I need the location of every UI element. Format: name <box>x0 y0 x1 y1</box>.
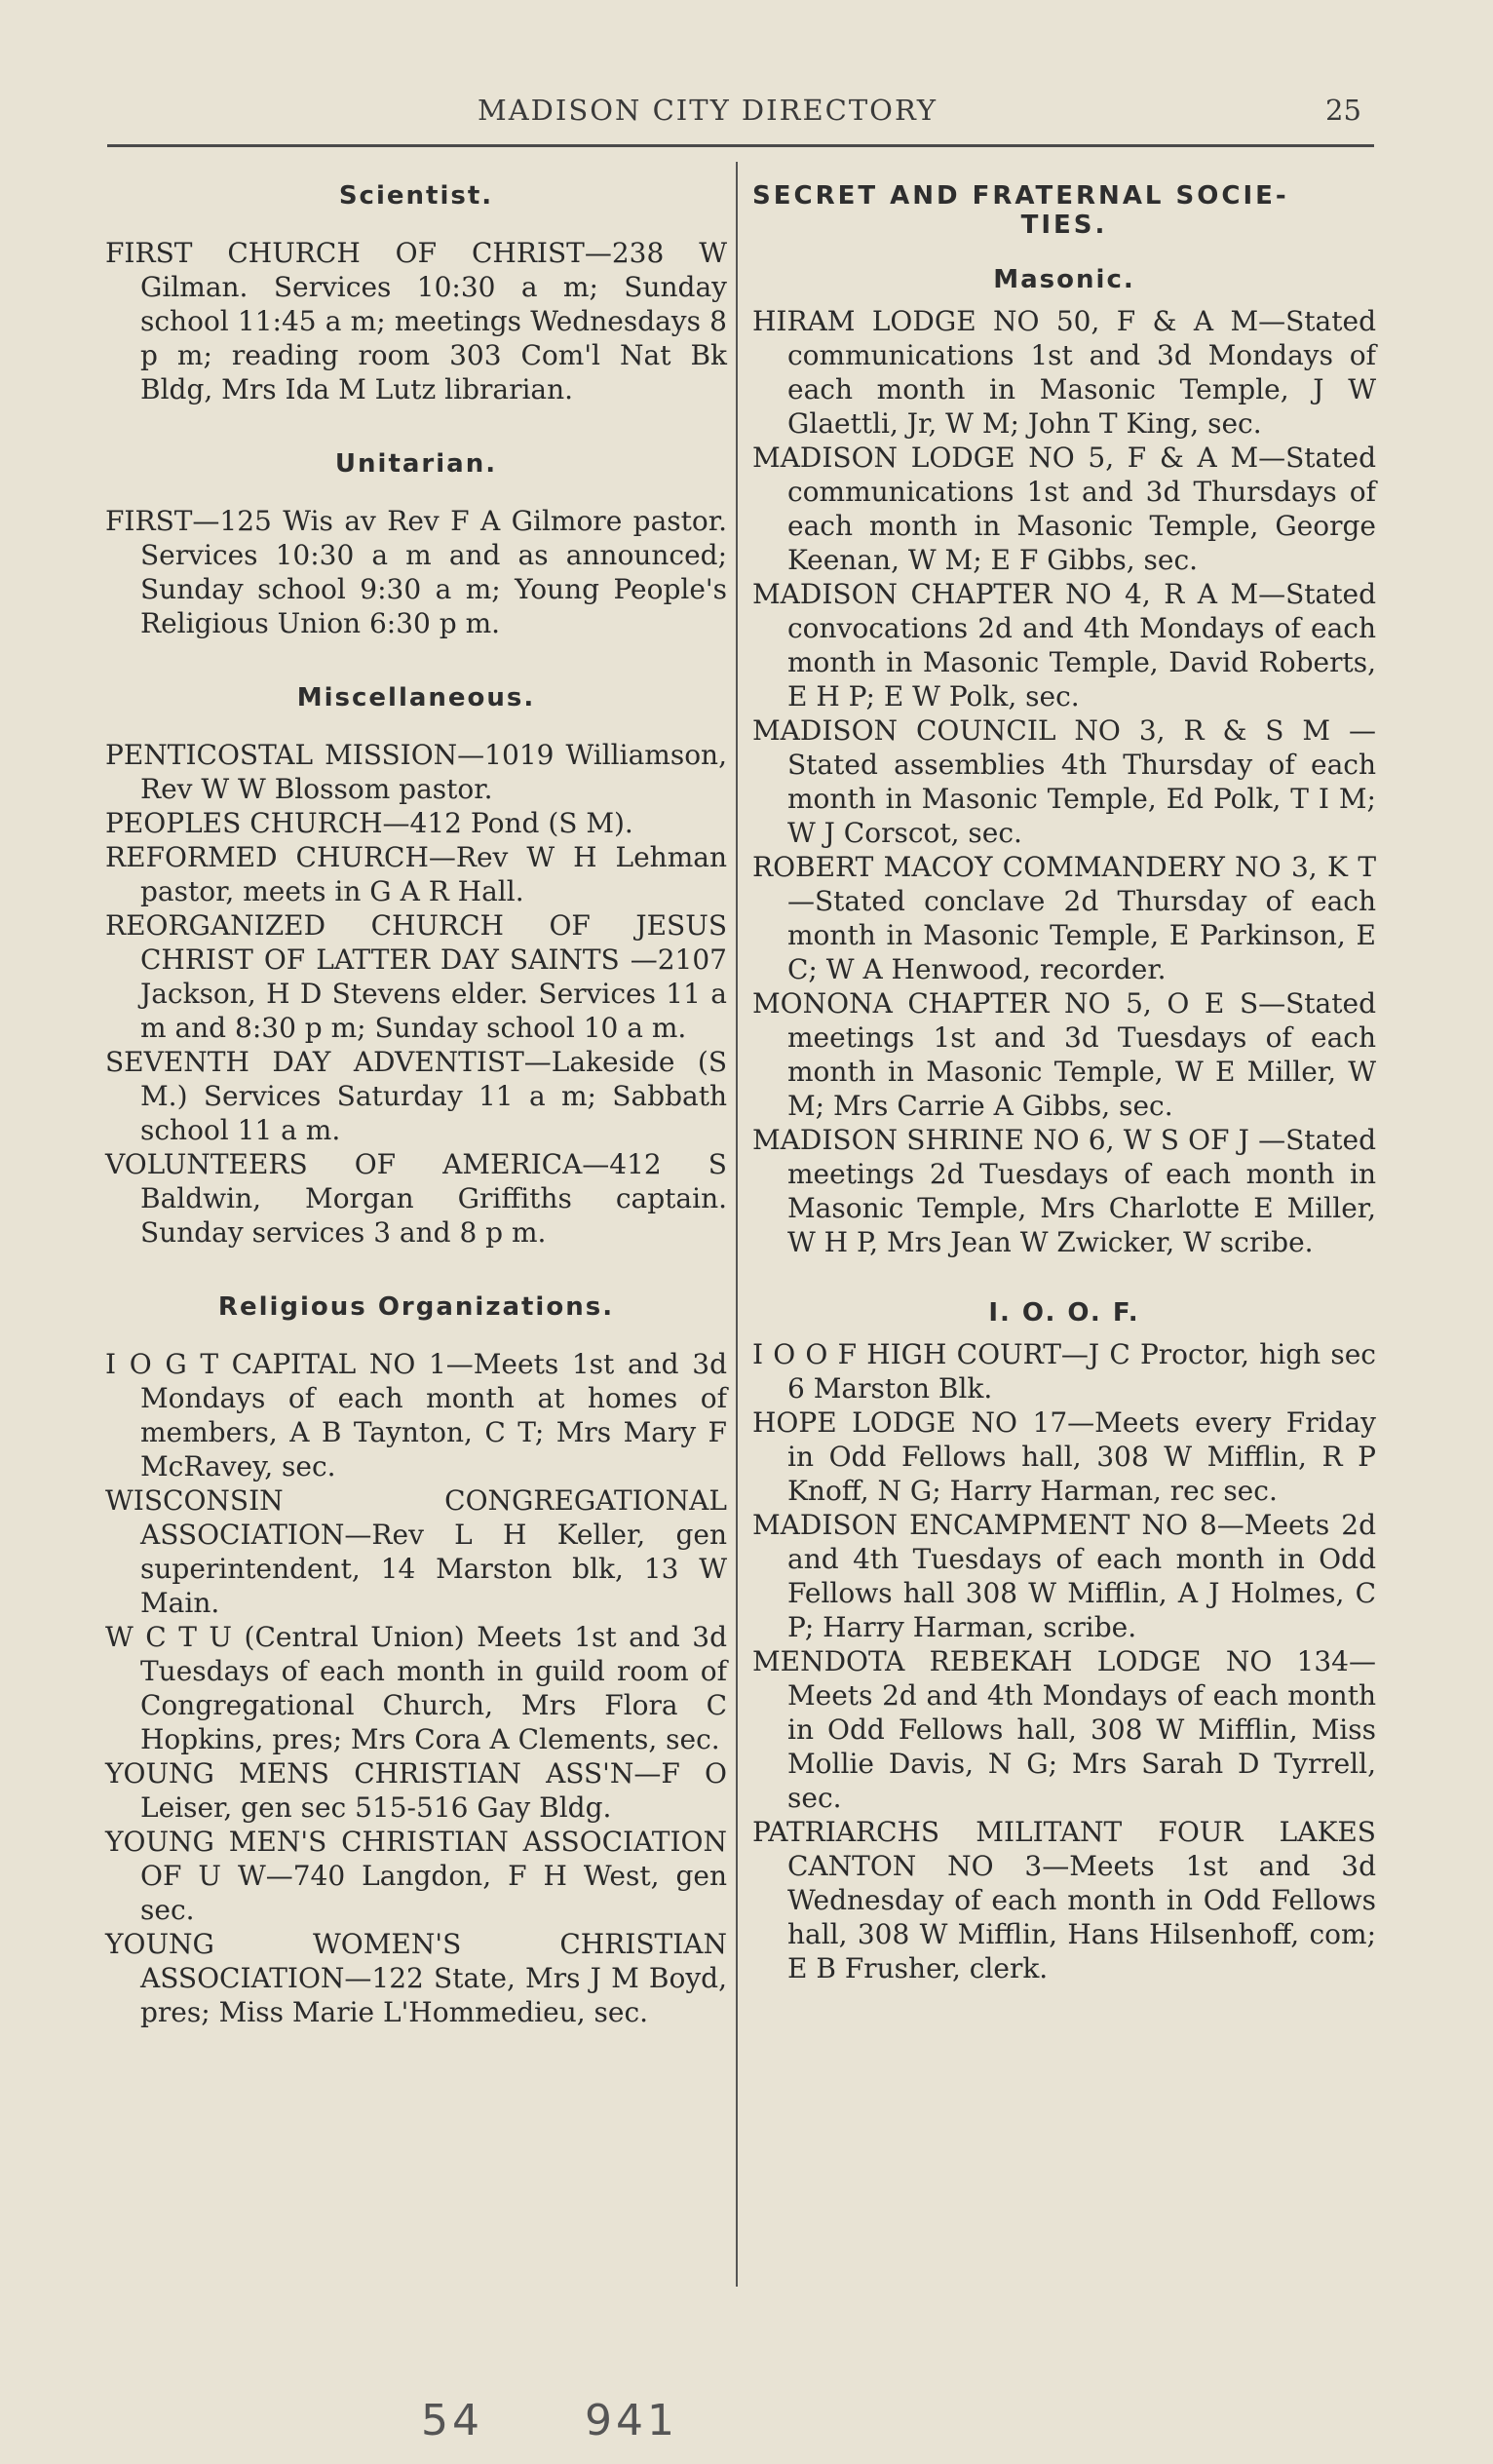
section-heading-unitarian: Unitarian. <box>334 449 498 479</box>
folio-right: 941 <box>585 2396 678 2445</box>
directory-entry: MADISON ENCAMPMENT NO 8—Meets 2d and 4th Tuesdays of each month in Odd Fellows hall 308 W Mifflin, A J Holmes, C P; Harry Harman, scribe. <box>752 1509 1376 1643</box>
running-head <box>0 94 1493 133</box>
directory-entry: YOUNG MEN'S CHRISTIAN ASSOCIATION OF U W—740 Langdon, F H West, gen sec. <box>105 1826 727 1926</box>
directory-entry: MADISON SHRINE NO 6, W S OF J —Stated meetings 2d Tuesdays of each month in Masonic Temple, Mrs Charlotte E Miller, W H P, Mrs Jean W Zwicker, W scribe. <box>752 1124 1376 1258</box>
directory-entry: I O O F HIGH COURT—J C Proctor, high sec 6 Marston Blk. <box>752 1338 1376 1405</box>
heading-line-2: TIES. <box>1020 211 1108 240</box>
directory-entry: MADISON CHAPTER NO 4, R A M—Stated convocations 2d and 4th Mondays of each month in Masonic Temple, David Roberts, E H P; E W Polk, sec. <box>752 578 1376 712</box>
directory-entry: MENDOTA REBEKAH LODGE NO 134—Meets 2d and 4th Mondays of each month in Odd Fellows hall, 308 W Mifflin, Miss Mollie Davis, N G; Mrs Sarah D Tyrrell, sec. <box>752 1645 1376 1814</box>
directory-entry: VOLUNTEERS OF AMERICA—412 S Baldwin, Morgan Griffiths captain. Sunday services 3 and 8 p m. <box>105 1148 727 1249</box>
section-heading-religious-organizations: Religious Organizations. <box>217 1292 615 1322</box>
directory-entry: HOPE LODGE NO 17—Meets every Friday in Odd Fellows hall, 308 W Mifflin, R P Knoff, N G; Harry Harman, rec sec. <box>752 1406 1376 1507</box>
running-title: MADISON CITY DIRECTORY <box>478 94 938 127</box>
directory-entry: ROBERT MACOY COMMANDERY NO 3, K T—Stated conclave 2d Thursday of each month in Masonic Temple, E Parkinson, E C; W A Henwood, recorder. <box>752 851 1376 985</box>
directory-entry: FIRST CHURCH OF CHRIST—238 W Gilman. Services 10:30 a m; Sunday school 11:45 a m; meetings Wednesdays 8 p m; reading room 303 Com'l Nat Bk Bldg, Mrs Ida M Lutz librarian. <box>105 237 727 405</box>
directory-entry: PATRIARCHS MILITANT FOUR LAKES CANTON NO 3—Meets 1st and 3d Wednesday of each month in Odd Fellows hall, 308 W Mifflin, Hans Hilsenhoff, com; E B Frusher, clerk. <box>752 1816 1376 1984</box>
section-heading-scientist: Scientist. <box>338 181 494 211</box>
directory-entry: WISCONSIN CONGREGATIONAL ASSOCIATION—Rev L H Keller, gen superintendent, 14 Marston blk, 13 W Main. <box>105 1484 727 1619</box>
directory-entry: MONONA CHAPTER NO 5, O E S—Stated meetings 1st and 3d Tuesdays of each month in Masonic Temple, W E Miller, W M; Mrs Carrie A Gibbs, sec. <box>752 987 1376 1122</box>
directory-entry: PEOPLES CHURCH—412 Pond (S M). <box>105 807 633 839</box>
heading-line-1: SECRET AND FRATERNAL SOCIE- <box>752 181 1289 211</box>
folio-stamp <box>421 2396 780 2445</box>
directory-entry: I O G T CAPITAL NO 1—Meets 1st and 3d Mondays of each month at homes of members, A B Taynton, C T; Mrs Mary F McRavey, sec. <box>105 1348 727 1482</box>
directory-entry: SEVENTH DAY ADVENTIST—Lakeside (S M.) Services Saturday 11 a m; Sabbath school 11 a m. <box>105 1046 727 1146</box>
header-rule <box>107 144 1374 147</box>
folio-left: 54 <box>421 2396 483 2445</box>
directory-entry: HIRAM LODGE NO 50, F & A M—Stated communications 1st and 3d Mondays of each month in Masonic Temple, J W Glaettli, Jr, W M; John T King, sec. <box>752 305 1376 440</box>
left-column <box>105 181 727 2029</box>
directory-entry: MADISON COUNCIL NO 3, R & S M —Stated assemblies 4th Thursday of each month in Masonic Temple, Ed Polk, T I M; W J Corscot, sec. <box>752 714 1376 849</box>
directory-entry: PENTICOSTAL MISSION—1019 Williamson, Rev W W Blossom pastor. <box>105 739 727 805</box>
directory-entry: FIRST—125 Wis av Rev F A Gilmore pastor. Services 10:30 a m and as announced; Sunday school 9:30 a m; Young People's Religious Union 6:30 p m. <box>105 505 727 639</box>
section-heading-ioof: I. O. O. F. <box>988 1298 1140 1328</box>
directory-entry: YOUNG WOMEN'S CHRISTIAN ASSOCIATION—122 State, Mrs J M Boyd, pres; Miss Marie L'Hommedieu, sec. <box>105 1928 727 2028</box>
directory-entry: W C T U (Central Union) Meets 1st and 3d Tuesdays of each month in guild room of Congregational Church, Mrs Flora C Hopkins, pres; Mrs Cora A Clements, sec. <box>105 1621 727 1755</box>
directory-entry: YOUNG MENS CHRISTIAN ASS'N—F O Leiser, gen sec 515-516 Gay Bldg. <box>105 1757 727 1824</box>
directory-entry: REFORMED CHURCH—Rev W H Lehman pastor, meets in G A R Hall. <box>105 841 727 907</box>
directory-entry: REORGANIZED CHURCH OF JESUS CHRIST OF LATTER DAY SAINTS —2107 Jackson, H D Stevens elder. Services 11 a m and 8:30 p m; Sunday school 10 a m. <box>105 909 727 1044</box>
right-column <box>752 181 1376 1985</box>
section-heading-secret-fraternal <box>752 181 1376 240</box>
page-number: 25 <box>1325 94 1361 127</box>
directory-entry: MADISON LODGE NO 5, F & A M—Stated communications 1st and 3d Thursdays of each month in Masonic Temple, George Keenan, W M; E F Gibbs, sec. <box>752 442 1376 576</box>
column-divider <box>736 162 738 2287</box>
section-heading-miscellaneous: Miscellaneous. <box>296 683 536 712</box>
section-heading-masonic: Masonic. <box>993 265 1135 294</box>
